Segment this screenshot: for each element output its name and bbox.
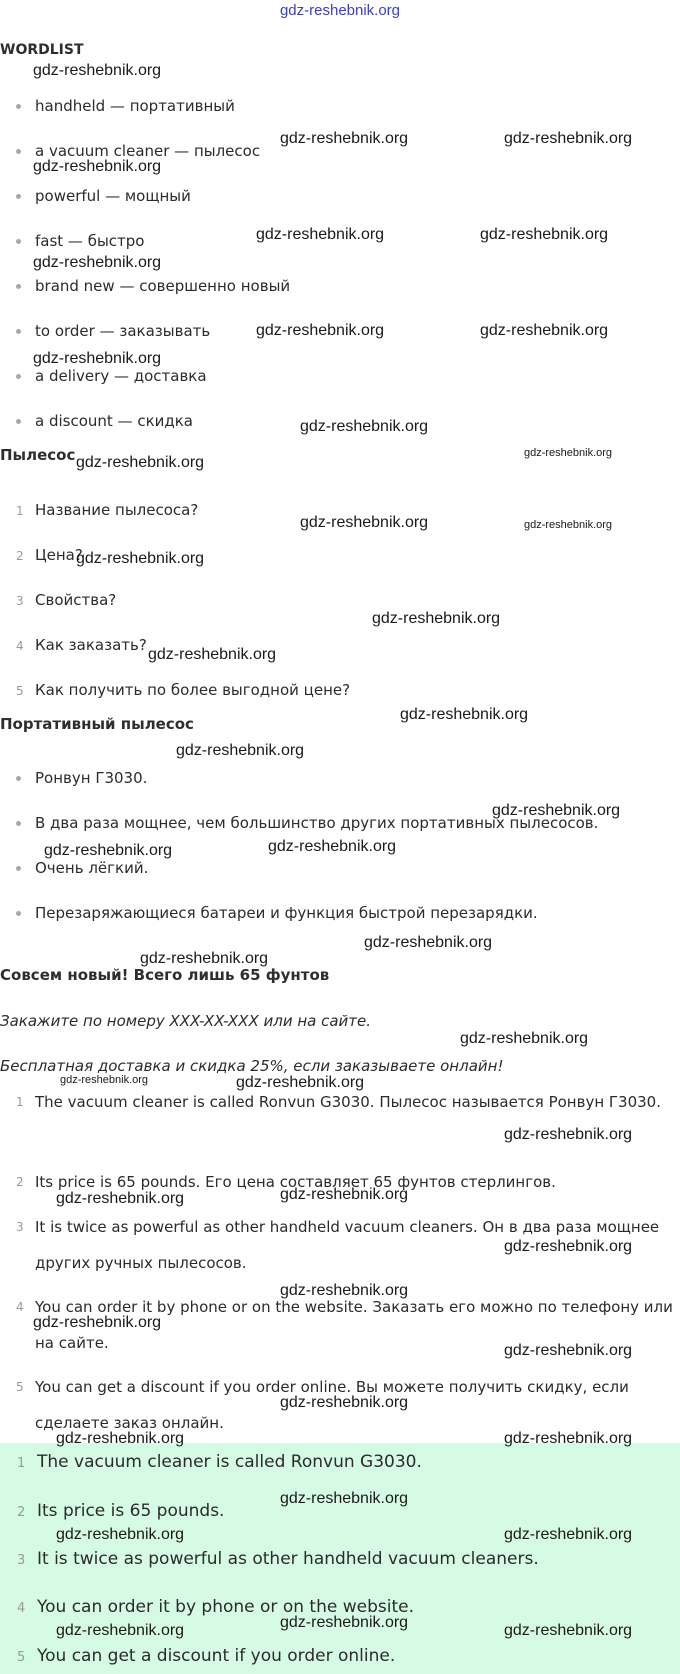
ad-order-line: Закажите по номеру XXX-XX-XXX или на сайте. (0, 1012, 372, 1030)
bullet-icon (16, 911, 21, 916)
watermark: gdz-reshebnik.org (33, 62, 162, 79)
watermark: gdz-reshebnik.org (140, 950, 269, 967)
bullet-icon (16, 329, 21, 334)
watermark: gdz-reshebnik.org (504, 1526, 633, 1543)
watermark: gdz-reshebnik.org (56, 1622, 185, 1639)
watermark: gdz-reshebnik.org (256, 322, 385, 339)
watermark: gdz-reshebnik.org (44, 842, 173, 859)
watermark: gdz-reshebnik.org (504, 1126, 633, 1143)
watermark: gdz-reshebnik.org (280, 1394, 409, 1411)
watermark: gdz-reshebnik.org (372, 610, 501, 627)
watermark: gdz-reshebnik.org (300, 514, 429, 531)
bullet-icon (16, 374, 21, 379)
watermark: gdz-reshebnik.org (280, 1282, 409, 1299)
watermark: gdz-reshebnik.org (60, 1074, 149, 1086)
watermark: gdz-reshebnik.org (56, 1190, 185, 1207)
watermark: gdz-reshebnik.org (280, 1614, 409, 1631)
watermark: gdz-reshebnik.org (364, 934, 493, 951)
ad-price-line: Совсем новый! Всего лишь 65 фунтов (0, 966, 330, 984)
bullet-icon (16, 194, 21, 199)
wordlist-title: WORDLIST (0, 42, 84, 58)
site-link[interactable]: gdz-reshebnik.org (279, 2, 401, 19)
bullet-icon (16, 866, 21, 871)
bullet-icon (16, 149, 21, 154)
watermark: gdz-reshebnik.org (300, 418, 429, 435)
watermark: gdz-reshebnik.org (280, 1490, 409, 1507)
watermark: gdz-reshebnik.org (480, 322, 609, 339)
watermark: gdz-reshebnik.org (56, 1526, 185, 1543)
watermark: gdz-reshebnik.org (504, 1430, 633, 1447)
watermark: gdz-reshebnik.org (148, 646, 277, 663)
bullet-icon (16, 419, 21, 424)
watermark: gdz-reshebnik.org (76, 550, 205, 567)
watermark: gdz-reshebnik.org (524, 519, 613, 531)
watermark: gdz-reshebnik.org (56, 1430, 185, 1447)
watermark: gdz-reshebnik.org (504, 1342, 633, 1359)
watermark: gdz-reshebnik.org (504, 130, 633, 147)
watermark: gdz-reshebnik.org (492, 802, 621, 819)
bullet-icon (16, 776, 21, 781)
ad-title: Портативный пылесос (0, 715, 194, 733)
watermark: gdz-reshebnik.org (504, 1622, 633, 1639)
watermark: gdz-reshebnik.org (33, 1314, 162, 1331)
watermark: gdz-reshebnik.org (524, 447, 613, 459)
ad-discount-line: Бесплатная доставка и скидка 25%, если заказываете онлайн! (0, 1057, 504, 1075)
bullet-icon (16, 284, 21, 289)
bullet-icon (16, 104, 21, 109)
watermark: gdz-reshebnik.org (256, 226, 385, 243)
watermark: gdz-reshebnik.org (236, 1074, 365, 1091)
questions-title: Пылесос (0, 446, 76, 464)
bullet-icon (16, 821, 21, 826)
watermark: gdz-reshebnik.org (480, 226, 609, 243)
watermark: gdz-reshebnik.org (33, 158, 162, 175)
bullet-icon (16, 239, 21, 244)
watermark: gdz-reshebnik.org (460, 1030, 589, 1047)
watermark: gdz-reshebnik.org (268, 838, 397, 855)
watermark: gdz-reshebnik.org (504, 1238, 633, 1255)
watermark: gdz-reshebnik.org (176, 742, 305, 759)
watermark: gdz-reshebnik.org (400, 706, 529, 723)
watermark: gdz-reshebnik.org (33, 254, 162, 271)
watermark: gdz-reshebnik.org (280, 130, 409, 147)
watermark: gdz-reshebnik.org (33, 350, 162, 367)
watermark: gdz-reshebnik.org (280, 1186, 409, 1203)
watermark: gdz-reshebnik.org (76, 454, 205, 471)
